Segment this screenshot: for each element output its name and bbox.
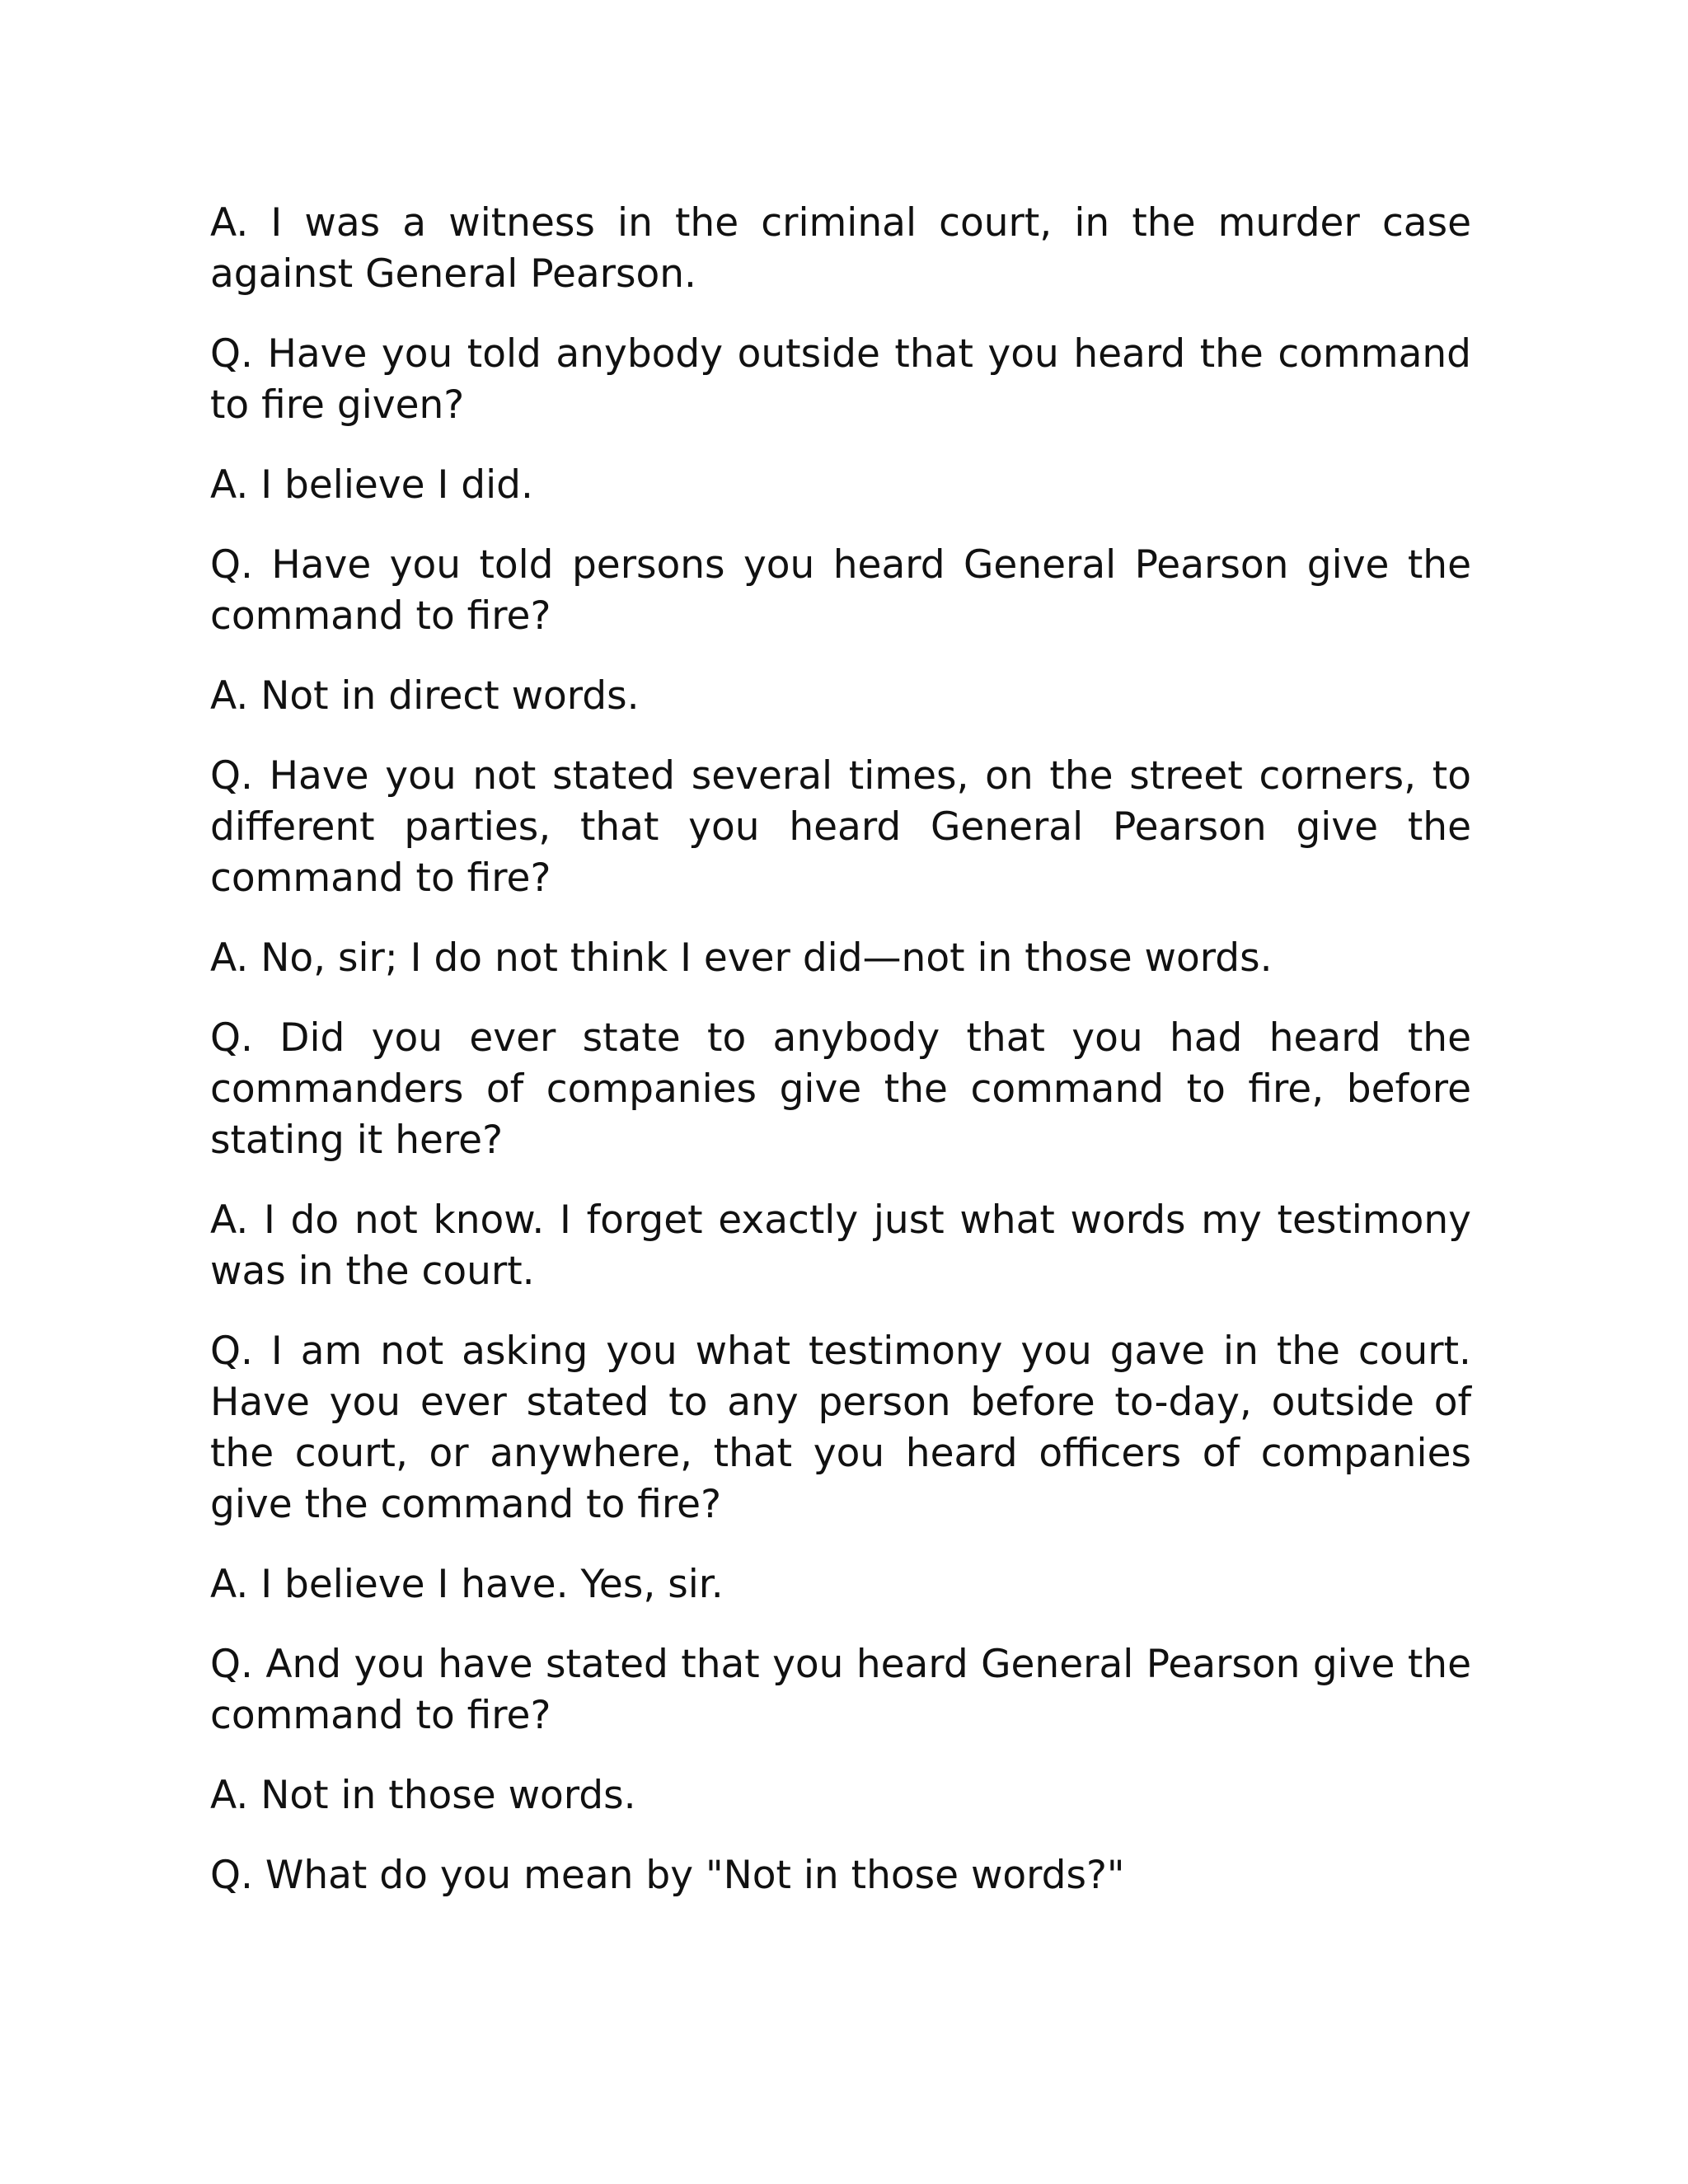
paragraph-question: Q. What do you mean by "Not in those words?"	[210, 1853, 1125, 1898]
paragraph-answer: A. I believe I have. Yes, sir.	[210, 1562, 724, 1607]
paragraph-answer: A. Not in those words.	[210, 1773, 636, 1818]
paragraph-answer: A. I do not know. I forget exactly just what words my testimony was in the court.	[210, 1197, 1471, 1294]
paragraph-question: Q. I am not asking you what testimony you gave in the court. Have you ever stated to any person before to-day, outside of the court, or anywhere, that you heard officers of companies give the command to fire?	[210, 1329, 1471, 1527]
paragraph-question: Q. Have you told persons you heard General Pearson give the command to fire?	[210, 542, 1471, 639]
paragraph-question: Q. Have you told anybody outside that you heard the command to fire given?	[210, 331, 1471, 428]
paragraph-question: Q. Have you not stated several times, on the street corners, to different parties, that you heard General Pearson give the command to fire?	[210, 753, 1471, 901]
paragraph-answer: A. No, sir; I do not think I ever did—not in those words.	[210, 935, 1273, 981]
paragraph-question: Q. And you have stated that you heard General Pearson give the command to fire?	[210, 1642, 1471, 1738]
paragraph-answer: A. Not in direct words.	[210, 673, 640, 719]
paragraph-answer: A. I was a witness in the criminal court, in the murder case against General Pearson.	[210, 200, 1471, 297]
paragraph-answer: A. I believe I did.	[210, 462, 533, 508]
document-page	[210, 198, 1471, 1930]
paragraph-question: Q. Did you ever state to anybody that you had heard the commanders of companies give the command to fire, before stating it here?	[210, 1015, 1471, 1163]
